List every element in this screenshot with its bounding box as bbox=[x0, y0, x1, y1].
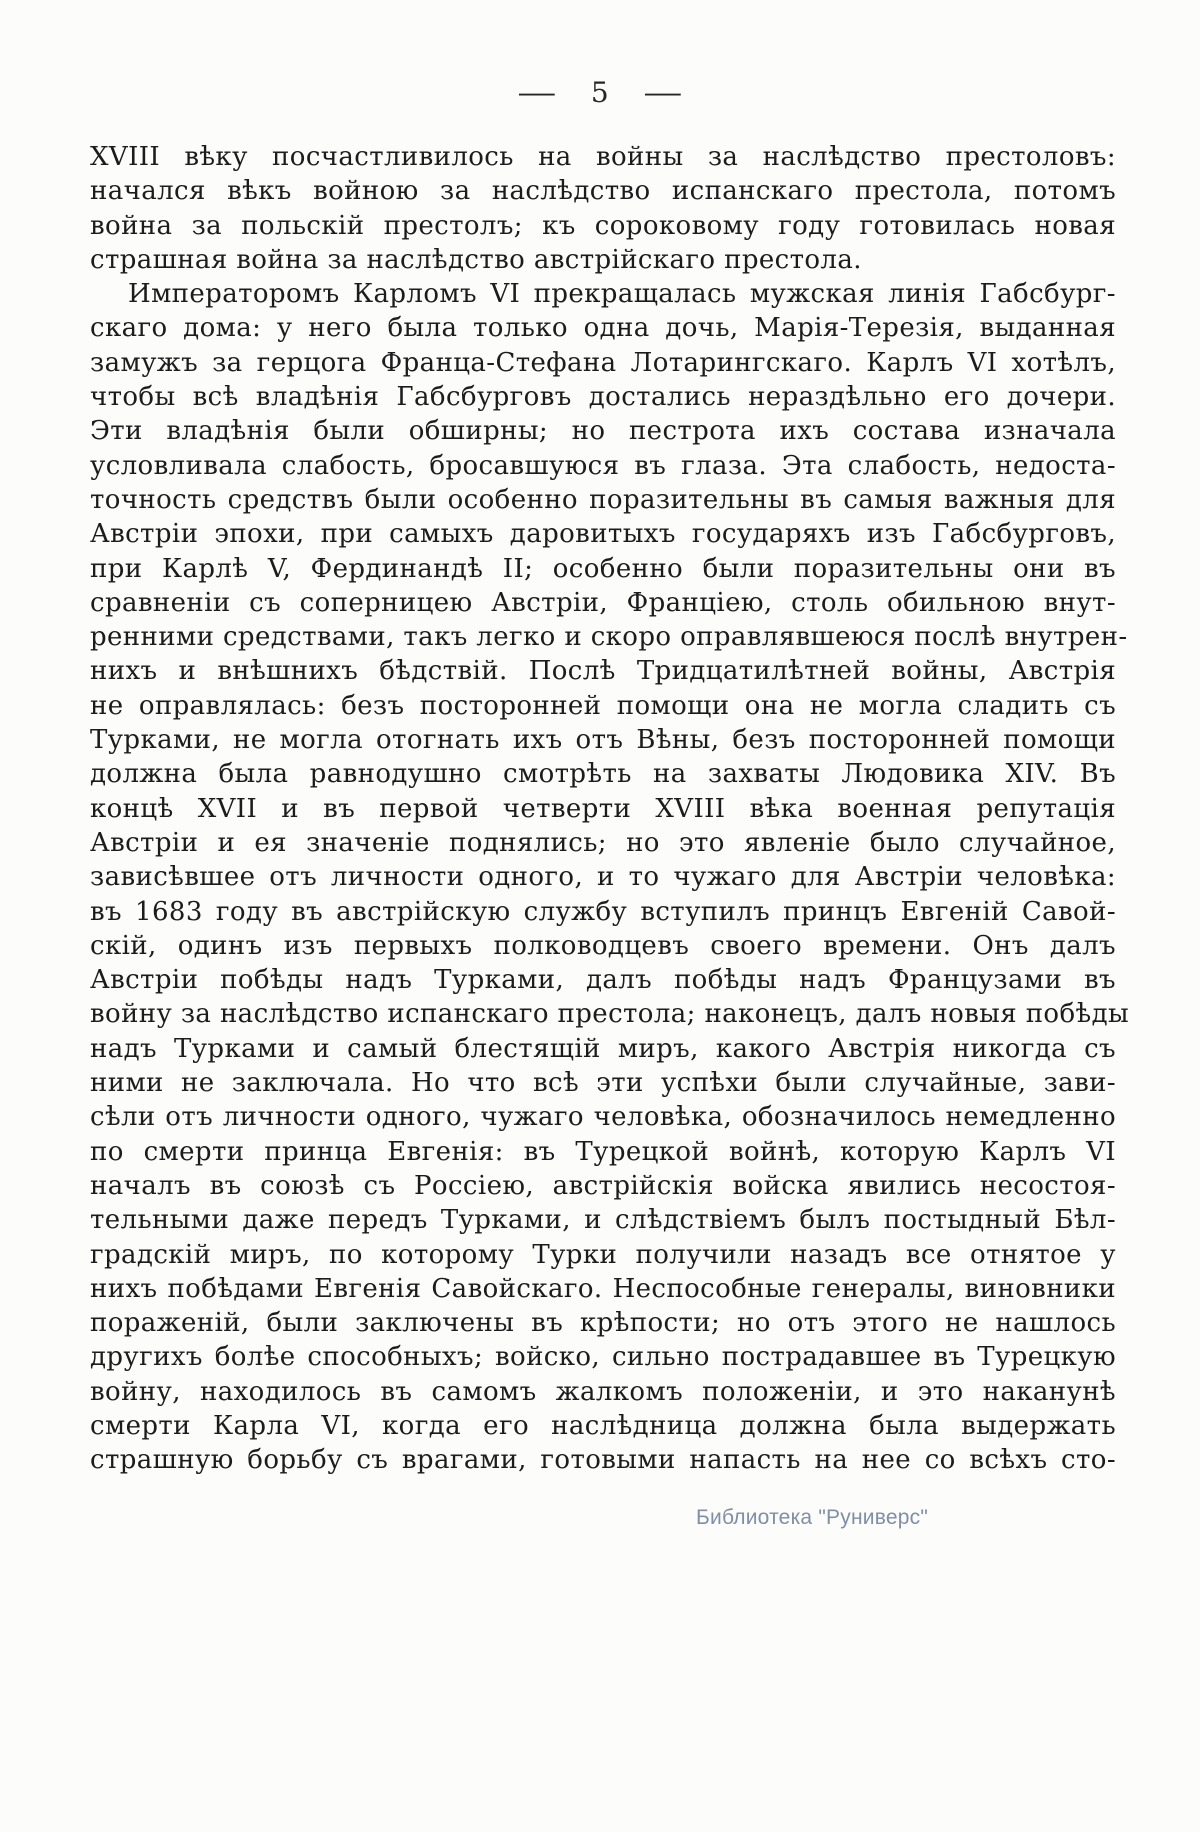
text-line: надъ Турками и самый блестящій миръ, какого Австрія никогда съ bbox=[90, 1033, 1116, 1064]
text-line: скій, одинъ изъ первыхъ полководцевъ своего времени. Онъ далъ bbox=[90, 930, 1116, 961]
text-line: страшная война за наслѣдство австрійскаго престола. bbox=[90, 244, 862, 275]
text-line: замужъ за герцога Франца-Стефана Лотарингскаго. Карлъ VI хотѣлъ, bbox=[90, 347, 1116, 378]
text-line: началъ въ союзѣ съ Россіею, австрійскія войска явились несостоя- bbox=[90, 1170, 1116, 1201]
text-line: нихъ и внѣшнихъ бѣдствій. Послѣ Тридцатилѣтней войны, Австрія bbox=[90, 656, 1116, 687]
text-line: XVIII вѣку посчастливилось на войны за наслѣдство престоловъ: bbox=[90, 142, 1116, 172]
header-dash-right: — bbox=[642, 76, 683, 109]
text-line: пораженій, были заключены въ крѣпости; но отъ этого не нашлось bbox=[90, 1308, 1116, 1339]
text-line: точность средствъ были особенно поразительны въ самыя важныя для bbox=[90, 484, 1116, 515]
text-line: зависѣвшее отъ личности одного, и то чужаго для Австріи человѣка: bbox=[90, 862, 1116, 893]
text-line: Турками, не могла отогнать ихъ отъ Вѣны, безъ посторонней помощи bbox=[90, 725, 1116, 756]
page-number: 5 bbox=[590, 76, 610, 109]
text-line: Австріи и ея значеніе поднялись; но это явленіе было случайное, bbox=[90, 827, 1116, 858]
library-watermark: Библиотека "Руниверс" bbox=[696, 1506, 928, 1529]
header-dash-left: — bbox=[517, 76, 558, 109]
text-line: тельными даже передъ Турками, и слѣдствіемъ былъ постыдный Бѣл- bbox=[90, 1205, 1116, 1236]
text-line: ренними средствами, такъ легко и скоро оправлявшеюся послѣ внутрен- bbox=[90, 622, 1128, 653]
paragraph bbox=[90, 140, 1116, 277]
text-line: войну за наслѣдство испанскаго престола; наконецъ, далъ новыя побѣды bbox=[90, 999, 1130, 1030]
text-line: сѣли отъ личности одного, чужаго человѣка, обозначилось немедленно bbox=[90, 1102, 1116, 1133]
text-block bbox=[90, 140, 1130, 1478]
text-line: градскій миръ, по которому Турки получили назадъ все отнятое у bbox=[90, 1239, 1116, 1270]
text-line: не оправлялась: безъ посторонней помощи она не могла сладить съ bbox=[90, 690, 1116, 721]
text-line: Австріи эпохи, при самыхъ даровитыхъ государяхъ изъ Габсбурговъ, bbox=[90, 519, 1116, 550]
text-line: Императоромъ Карломъ VI прекращалась мужская линія Габсбург- bbox=[128, 279, 1116, 310]
text-line: должна была равнодушно смотрѣть на захваты Людовика XIV. Въ bbox=[90, 759, 1116, 790]
text-line: войну, находилось въ самомъ жалкомъ положеніи, и это наканунѣ bbox=[90, 1376, 1116, 1407]
text-line: сравненіи съ соперницею Австріи, Франціею, столь обильною внут- bbox=[90, 587, 1116, 618]
text-line: чтобы всѣ владѣнія Габсбурговъ достались нераздѣльно его дочери. bbox=[90, 382, 1116, 413]
text-line: война за польскій престолъ; къ сороковому году готовилась новая bbox=[90, 210, 1116, 241]
text-line: нихъ побѣдами Евгенія Савойскаго. Неспособные генералы, виновники bbox=[90, 1273, 1116, 1304]
paragraph bbox=[90, 277, 1130, 1477]
text-line: въ 1683 году въ австрійскую службу вступилъ принцъ Евгеній Савой- bbox=[90, 896, 1116, 927]
text-line: другихъ болѣе способныхъ; войско, сильно пострадавшее въ Турецкую bbox=[90, 1342, 1116, 1373]
text-line: концѣ XVII и въ первой четверти XVIII вѣка военная репутація bbox=[90, 793, 1116, 824]
text-line: по смерти принца Евгенія: въ Турецкой войнѣ, которую Карлъ VI bbox=[90, 1136, 1116, 1167]
text-line: страшную борьбу съ врагами, готовыми напасть на нее со всѣхъ сто- bbox=[90, 1445, 1116, 1476]
text-line: при Карлѣ V, Фердинандѣ II; особенно были поразительны они въ bbox=[90, 553, 1116, 584]
text-line: условливала слабость, бросавшуюся въ глаза. Эта слабость, недоста- bbox=[90, 450, 1116, 481]
page-header bbox=[0, 76, 1200, 109]
text-line: смерти Карла VI, когда его наслѣдница должна была выдержать bbox=[90, 1410, 1116, 1441]
text-line: начался вѣкъ войною за наслѣдство испанскаго престола, потомъ bbox=[90, 176, 1116, 207]
text-line: ними не заключала. Но что всѣ эти успѣхи были случайные, зави- bbox=[90, 1068, 1116, 1099]
text-line: скаго дома: у него была только одна дочь, Марія-Терезія, выданная bbox=[90, 313, 1116, 344]
text-line: Эти владѣнія были обширны; но пестрота ихъ состава изначала bbox=[90, 416, 1116, 447]
text-line: Австріи побѣды надъ Турками, далъ побѣды надъ Французами въ bbox=[90, 965, 1116, 996]
